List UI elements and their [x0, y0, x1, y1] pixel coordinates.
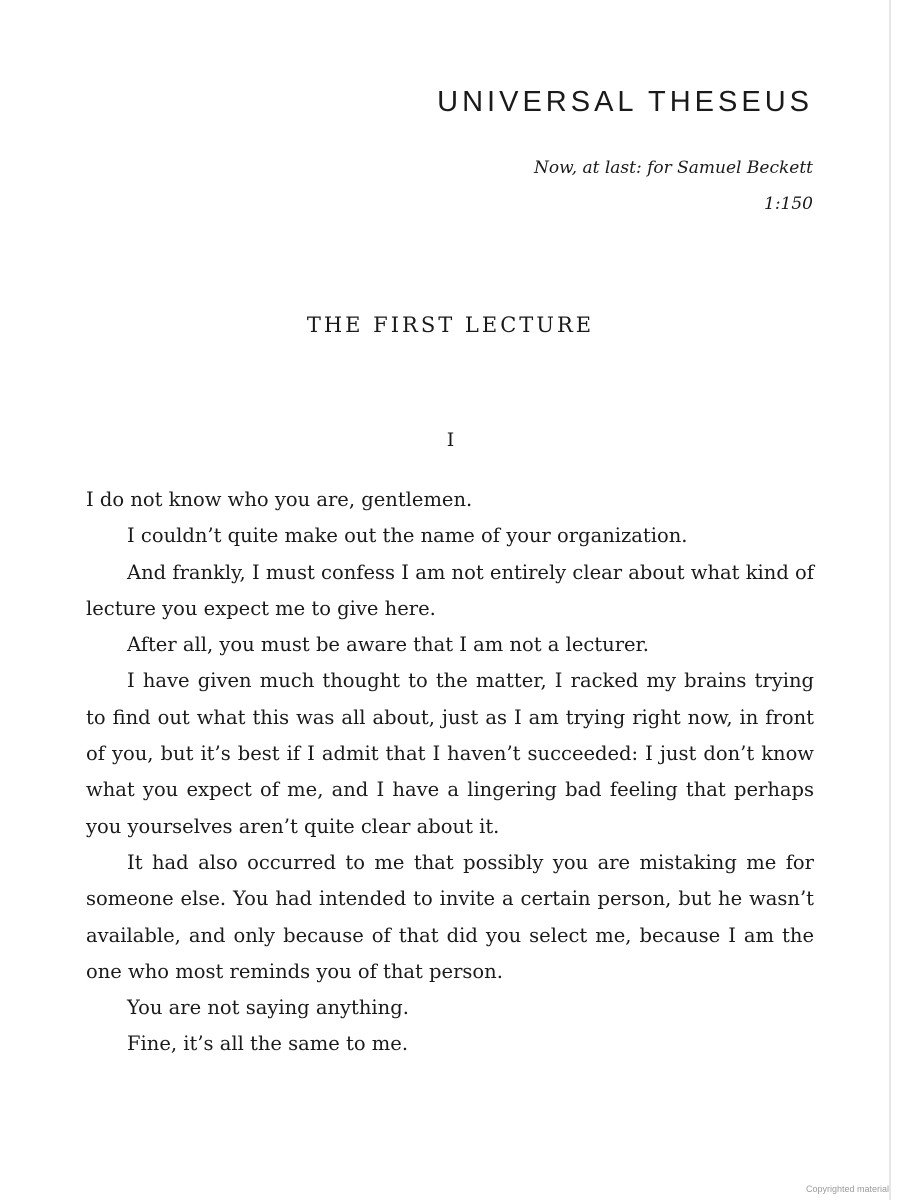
epigraph — [534, 150, 813, 222]
paragraph: After all, you must be aware that I am not a lecturer. — [127, 633, 649, 657]
paragraph: I do not know who you are, gentlemen. — [86, 488, 473, 511]
section-numeral: I — [446, 429, 455, 451]
book-title: UNIVERSAL THESEUS — [437, 86, 813, 118]
paragraph: It had also occurred to me that possibly you are mistaking me for someone else. You had intended to invite a certain person, but he wasn’t available, and only because of that did you select me, because I am the one who most reminds you of that person. — [86, 850, 814, 983]
chapter-title: THE FIRST LECTURE — [306, 313, 595, 337]
epigraph-reference: 1:150 — [764, 194, 813, 214]
paragraph: And frankly, I must confess I am not entirely clear about what kind of lecture you expect me to give here. — [86, 560, 814, 620]
paragraph: Fine, it’s all the same to me. — [127, 1032, 409, 1056]
paragraph: You are not saying anything. — [127, 996, 409, 1020]
paragraph: I couldn’t quite make out the name of your organization. — [127, 524, 688, 548]
epigraph-dedication: Now, at last: for Samuel Beckett — [534, 158, 813, 178]
page-edge-line — [889, 0, 891, 1200]
copyright-note: Copyrighted material — [805, 1184, 889, 1194]
paragraph: I have given much thought to the matter, I racked my brains trying to find out what this was all about, just as I am trying right now, in front of you, but it’s best if I admit that I haven’t succeeded: I just don’t know what you expect of me, and I have a lingering bad feeling that perhaps you yourselves aren’t quite clear about it. — [86, 669, 814, 838]
body-text — [86, 482, 814, 1063]
